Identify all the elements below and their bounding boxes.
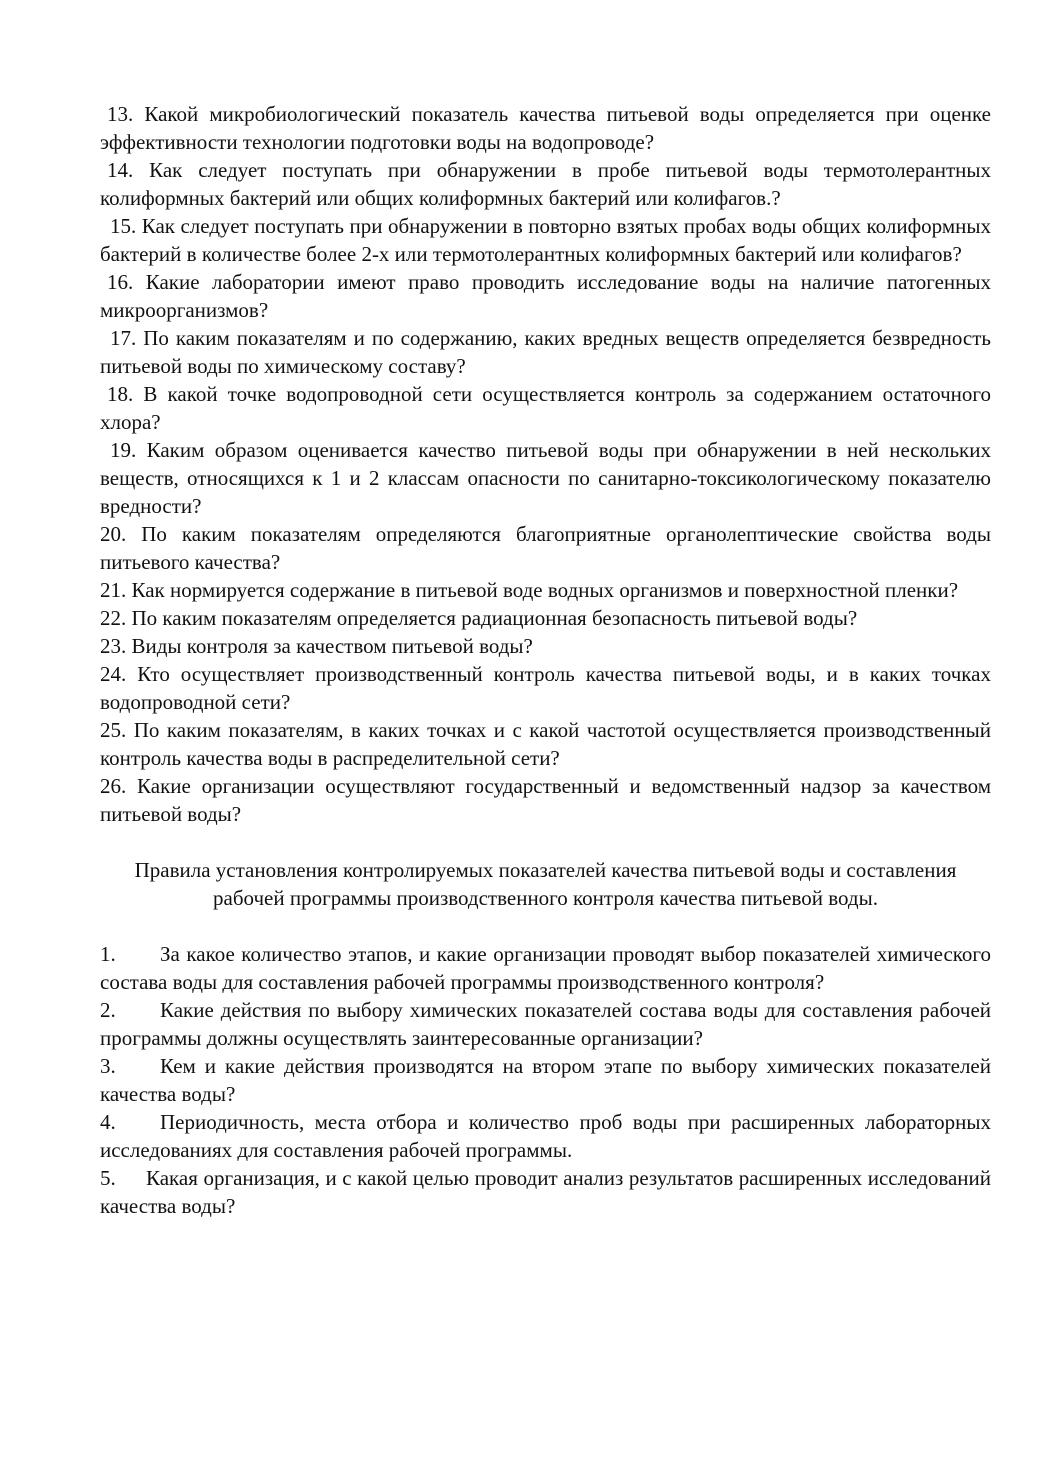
rule-question-3 [100,1052,991,1108]
rule-question-2 [100,996,991,1052]
question-14: 14. Как следует поступать при обнаружении в пробе питьевой воды термотолерантных колиформных бактерий или общих колиформных бактерий или колифагов.? [100,158,991,210]
question-23: 23. Виды контроля за качеством питьевой воды? [100,634,533,658]
question-21: 21. Как нормируется содержание в питьевой воде водных организмов и поверхностной пленки? [100,578,959,602]
question-25: 25. По каким показателям, в каких точках и с какой частотой осуществляется производственный контроль качества воды в распределительной сети? [100,718,991,770]
rule-question-1 [100,940,991,996]
rule-question-number: 5. [100,1166,116,1190]
question-26: 26. Какие организации осуществляют государственный и ведомственный надзор за качеством питьевой воды? [100,774,991,826]
section-title: Правила установления контролируемых показателей качества питьевой воды и составления рабочей программы производственного контроля качества питьевой воды. [134,858,957,910]
rule-question-5 [100,1164,991,1220]
rule-question-text: Кем и какие действия производятся на втором этапе по выбору химических показателей качества воды? [100,1054,991,1106]
rule-question-number: 1. [100,942,116,966]
question-18: 18. В какой точке водопроводной сети осуществляется контроль за содержанием остаточного хлора? [100,382,991,434]
rule-question-number: 2. [100,998,116,1022]
rule-question-text: Периодичность, места отбора и количество проб воды при расширенных лабораторных исследованиях для составления рабочей программы. [100,1110,991,1162]
rule-question-number: 4. [100,1110,116,1134]
question-20: 20. По каким показателям определяются благоприятные органолептические свойства воды питьевого качества? [100,522,991,574]
rule-question-4 [100,1108,991,1164]
question-22: 22. По каким показателям определяется радиационная безопасность питьевой воды? [100,606,858,630]
question-19: 19. Каким образом оценивается качество питьевой воды при обнаружении в ней нескольких веществ, относящихся к 1 и 2 классам опасности по санитарно-токсикологическому показателю вредности? [100,438,991,518]
rule-question-text: Какая организация, и с какой целью проводит анализ результатов расширенных исследований качества воды? [100,1166,991,1218]
question-13: 13. Какой микробиологический показатель качества питьевой воды определяется при оценке эффективности технологии подготовки воды на водопроводе? [100,102,991,154]
document-page [100,100,991,1220]
rule-question-number: 3. [100,1054,116,1078]
question-15: 15. Как следует поступать при обнаружении в повторно взятых пробах воды общих колиформных бактерий в количестве более 2-х или термотолерантных колиформных бактерий или колифагов? [100,214,991,266]
rule-question-text: Какие действия по выбору химических показателей состава воды для составления рабочей программы должны осуществлять заинтересованные организации? [100,998,991,1050]
question-24: 24. Кто осуществляет производственный контроль качества питьевой воды, и в каких точках водопроводной сети? [100,662,991,714]
rule-question-text: За какое количество этапов, и какие организации проводят выбор показателей химического состава воды для составления рабочей программы производственного контроля? [100,942,991,994]
question-16: 16. Какие лаборатории имеют право проводить исследование воды на наличие патогенных микроорганизмов? [100,270,991,322]
question-17: 17. По каким показателям и по содержанию, каких вредных веществ определяется безвредность питьевой воды по химическому составу? [100,326,991,378]
